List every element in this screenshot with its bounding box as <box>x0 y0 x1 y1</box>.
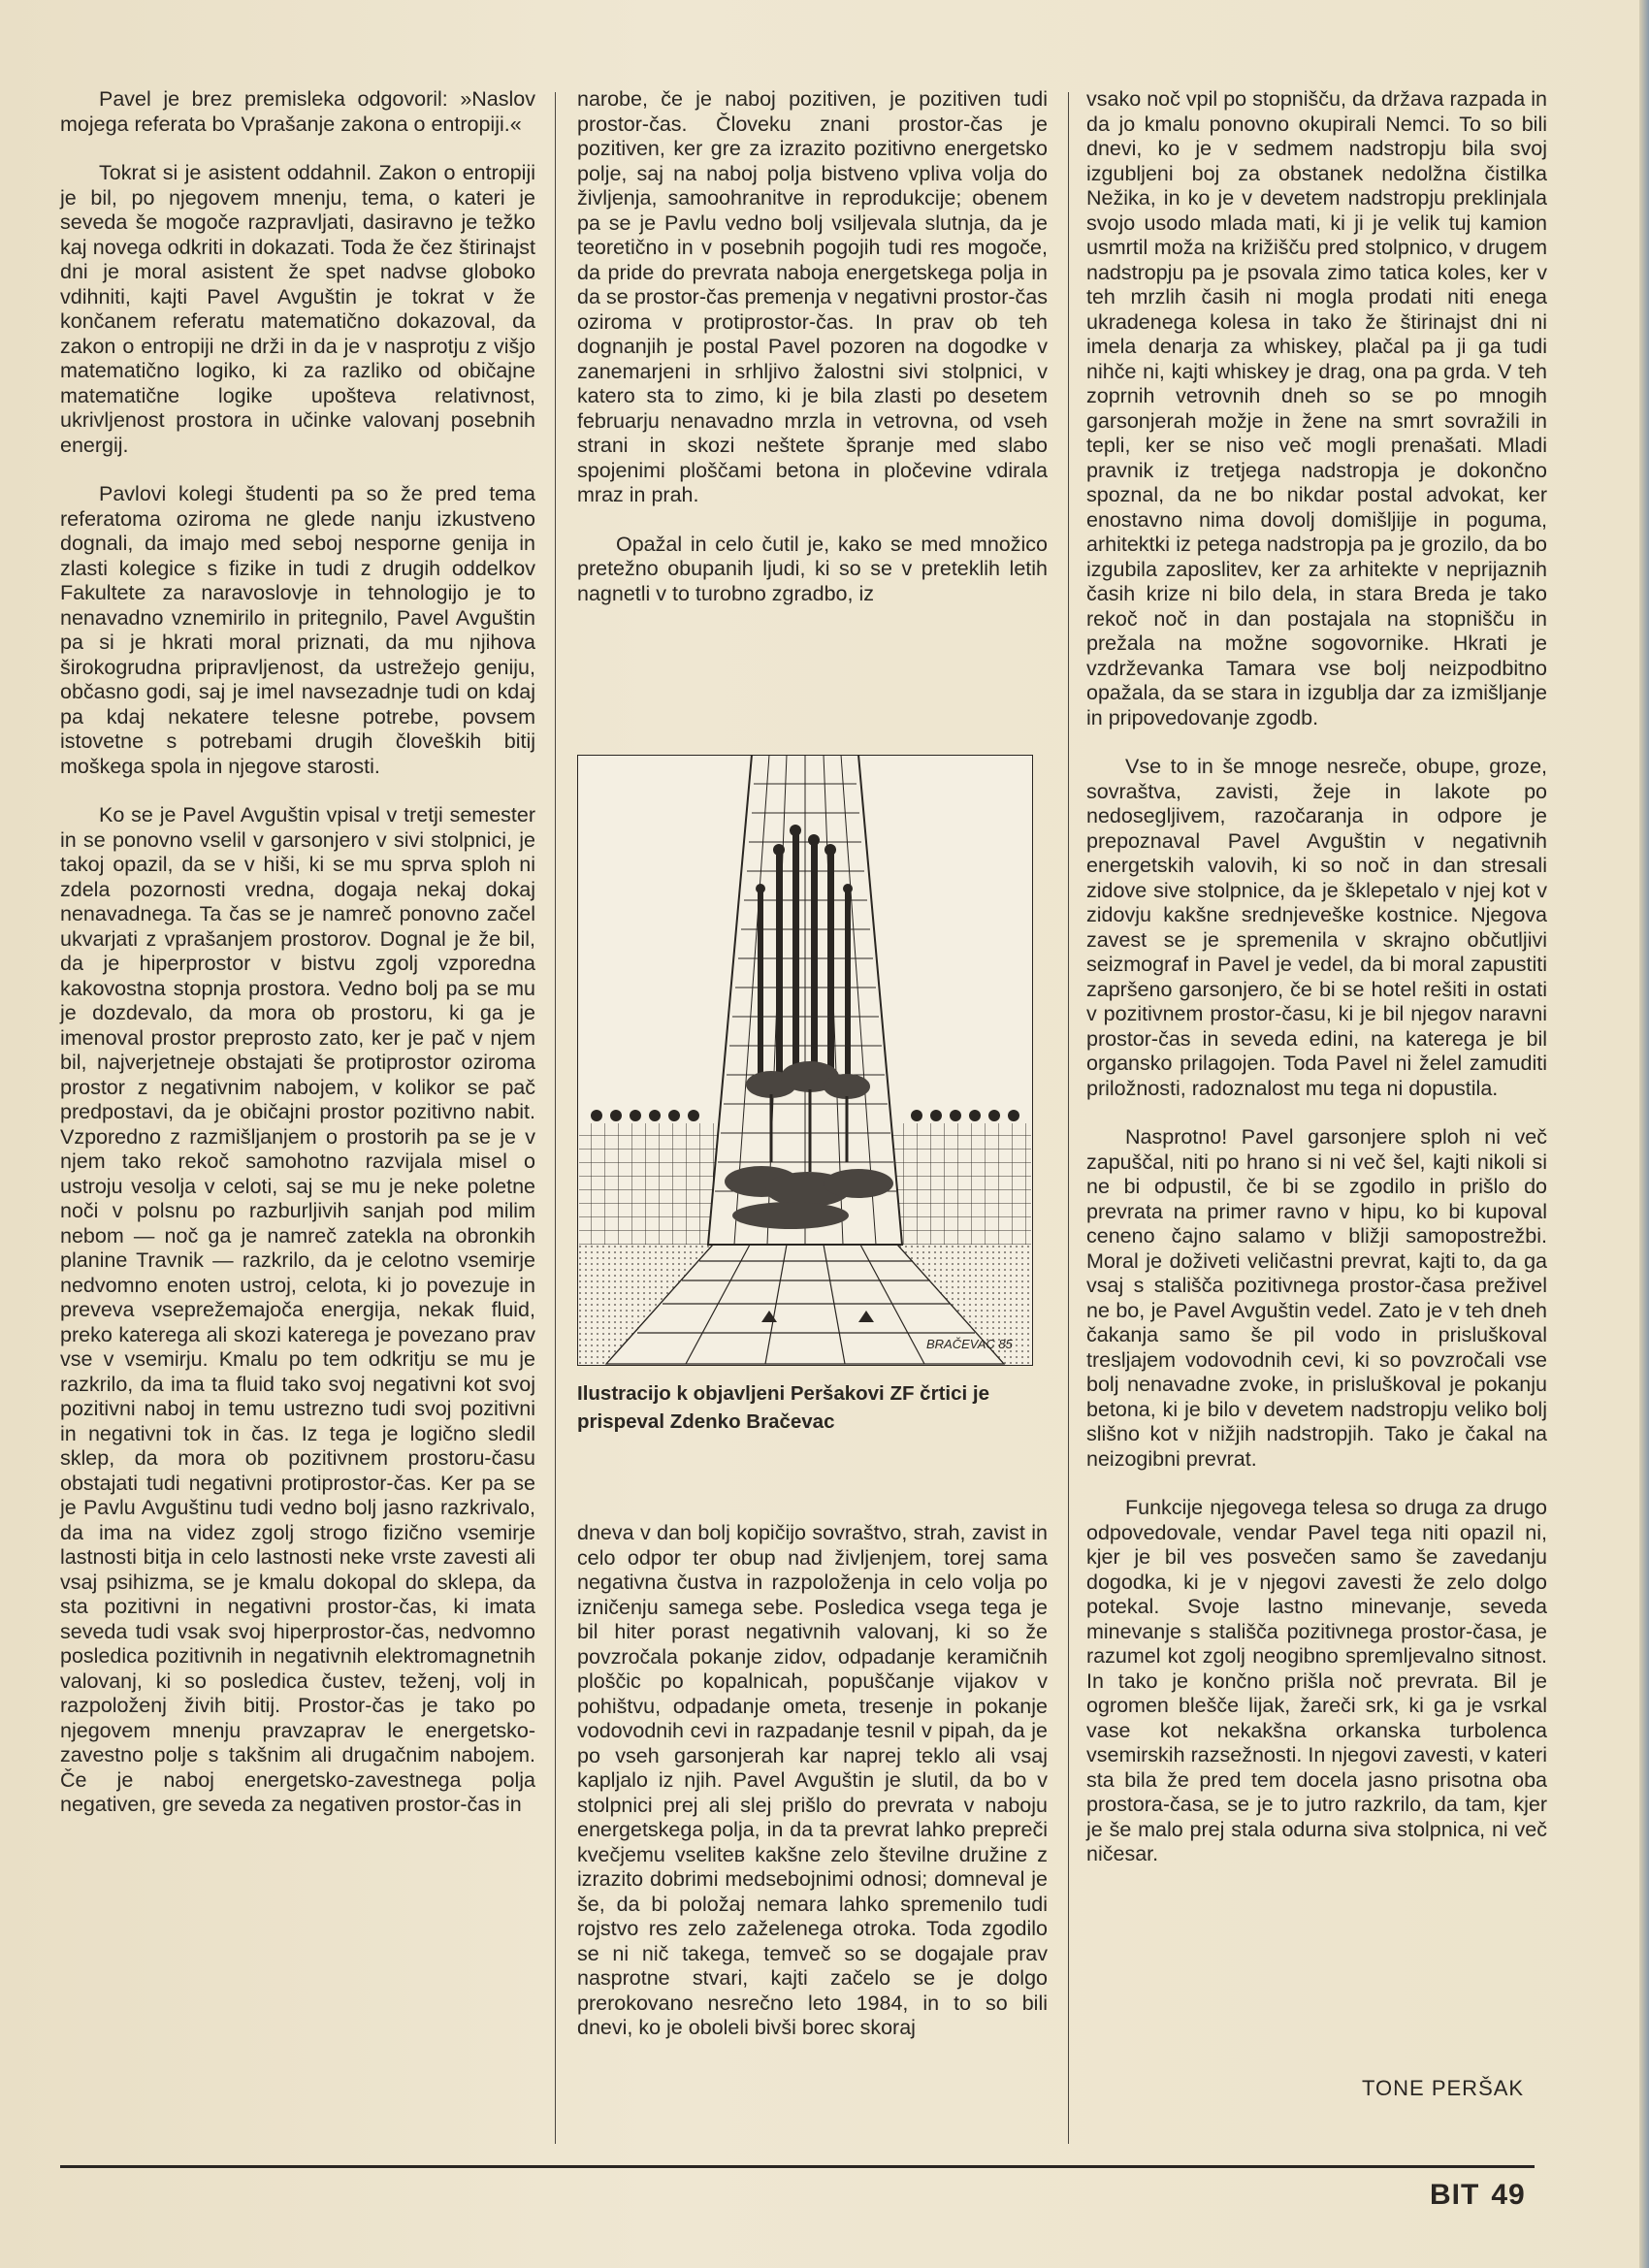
column-divider <box>555 92 556 2144</box>
paragraph: narobe, če je naboj pozitiven, je pozitiven tudi prostor-čas. Človeku znani prostor-čas je pozitiven, ker gre za izrazito pozitivno energetsko polje, saj na naboj polja bistveno vpliva volja do življenja, samoohranitve in reprodukcije; obenem pa se je Pavlu vedno bolj vsiljevala slutnja, da je teoretično in v posebnih pogojih tudi res mogoče, da pride do prevrata naboja energetskega polja in da se prostor-čas premenja v negativni prostor-čas oziroma v protiprostor-čas. In prav ob teh dognanjih je postal Pavel pozoren na dogodke v zanemarjeni in srhljivo žalostni sivi stolpnici, v katero sta to zimo, ki je bila zlasti po desetem februarju nenavadno mrzla in vetrovna, od vseh strani in skozi neštete špranje med slabo spojenimi ploščami betona in pločevine vdirala mraz in prah. <box>577 87 1048 506</box>
illustration-signature: BRAČEVAC 85 <box>926 1337 1013 1351</box>
text-column-1 <box>60 87 535 1842</box>
paragraph: vsako noč vpil po stopnišču, da država razpada in da jo kmalu ponovno okupirali Nemci. To so bili dnevi, ko je v sedmem nadstropju bila svoj izgubljeni boj za obstanek nedolžna čistilka Nežika, in ko je v devetem nadstropju preklinjala svojo usodo mlada mati, ki ji je velik tuj kamion usmrtil moža na križišču pred stolpnico, v drugem nadstropju pa je psovala zimo tatica koles, ker v teh mrzlih časih ni mogla prodati niti enega ukradenega kolesa in tako že štirinajst dni ni imela denarja za whiskey, plačal pa ji ga tudi nihče ni, kajti whiskey je drag, ona pa grda. V teh zoprnih vetrovnih dneh so se po mnogih garsonjerah možje in žene na smrt sovražili in tepli, ker se niso več mogli prenašati. Mladi pravnik iz tretjega nadstropja je dokončno spoznal, da ne bo nikdar postal advokat, ker enostavno nima dovolj domišljije in poguma, arhitektki iz petega nadstropja pa je grozilo, da bo izgubila zaposlitev, ker za arhitekte v neprijaznih časih krize ni bilo dela, in stara Breda je tako rekoč noč in dan postajala na stopnišču in prežala na možne sogovornike. Hkrati je vzdrževanka Tamara vse bolj neizpodbitno opažala, da se stara in izgublja dar za izmišljanje in pripovedovanje zgodb. <box>1086 87 1547 729</box>
illustration-caption: Ilustracijo k objavljeni Peršakovi ZF črtici je prispeval Zdenko Bračevac <box>577 1382 989 1433</box>
author-byline: TONE PERŠAK <box>1362 2076 1525 2100</box>
text-column-2-top <box>577 87 1048 631</box>
page-number: 49 <box>1491 2179 1526 2211</box>
page-folio <box>1430 2179 1526 2212</box>
magazine-name: BIT <box>1430 2179 1480 2211</box>
paragraph: dneva v dan bolj kopičijo sovraštvo, strah, zavist in celo odpor ter obup nad življenjem, torej sama negativna čustva in razpoloženja in celo volja po izničenju samega sebe. Posledica vsega tega je bil hiter porast negativnih valovanj, ki so že povzročala pokanje zidov, odpadanje keramičnih ploščic po kopalnicah, popuščanje vijakov v pohištvu, odpadanje ometa, tresenje in pokanje vodovodnih cevi in razpadanje tesnil v pipah, da je po vseh garsonjerah kar naprej teklo ali vsaj kapljalo iz njih. Pavel Avguštin je slutil, da bo v stolpnici prej ali slej prišlo do prevrata v naboju energetskega polja, in da ta prevrat lahko prepreči kvečjemu vseliteв kakšne zelo številne družine z izrazito dobrimi medsebojnimi odnosi; domneval je še, da bi položaj nemara lahko spremenilo tudi rojstvo res zelo zaželenega otroka. Toda zgodilo se ni nič takega, temveč so se dogajale prav nasprotne stvari, kajti začelo se je dolgo prerokovano nesrečno leto 1984, in to so bili dnevi, ko je oboleli bivši borec skoraj <box>577 1521 1048 2039</box>
text-column-3 <box>1086 87 1547 1892</box>
footer-rule <box>60 2165 1535 2168</box>
paragraph: Vse to in še mnoge nesreče, obupe, groze, sovraštva, zavisti, žeje in lakote po nedosegljivem, razočaranja in odpore je prepoznaval Pavel Avguštin v negativnih energetskih valovih, ki so noč in dan stresali zidove sive stolpnice, da je šklepetalo v njej kot v zidovju kakšne srednjeveške kostnice. Njegova zavest se je spremenila v skrajno občutljivi seizmograf in Pavel je vedel, da bi moral zapustiti zapršeno garsonjero, če bi se hotel rešiti in ostati v pozitivnem prostor-času, ki je bil njegov naravni prostor-čas in seveda edini, na katerega je bil organsko prilagojen. Toda Pavel ni želel zamuditi priložnosti, radoznalost mu tega ni dopustila. <box>1086 755 1547 1100</box>
paragraph: Funkcije njegovega telesa so druga za drugo odpovedovale, vendar Pavel tega niti opazil ni, kjer je bil ves posvečen samo še zavedanju dogodka, ki je v njegovi zavesti že zelo dolgo potekal. Svoje lastno minevanje, seveda minevanje s stališča pozitivnega prostor-časa, je razumel kot zgolj neogibno spremljevalno sitnost. In tako je končno prišla noč prevrata. Bil je ogromen blešče lijak, žareči srk, ki ga je vsrkal vase kot nekakšna orkanska turbolenca vsemirskih razsežnosti. In njegovi zavesti, v kateri sta bila že pred tem docela jasno prisotna oba prostora-časa, se je to jutro razkrilo, da tam, kjer je še malo prej stala odurna siva stolpnica, ni več ničesar. <box>1086 1496 1547 1865</box>
page-edge <box>1639 0 1649 2268</box>
illustration <box>577 755 1033 1395</box>
paragraph: Opažal in celo čutil je, kako se med množico pretežno obupanih ljudi, ki so se v preteklih letih nagnetli v to turobno zgradbo, iz <box>577 532 1048 605</box>
paragraph: Tokrat si je asistent oddahnil. Zakon o entropiji je bil, po njegovem mnenju, tema, o kateri je seveda še mogoče razpravljati, dasiravno je težko kaj novega odkriti in dokazati. Toda že čez štirinajst dni je moral asistent že spet nadvse globoko vdihniti, kajti Pavel Avguštin je tokrat v že končanem referatu matematično dokazoval, da zakon o entropiji ne drži in da je v nasprotju z višjo matematično logiko, ki za razliko od običajne matematične logike upošteva relativnost, ukrivljenost prostora in učinke valovanj posebnih energij. <box>60 161 535 457</box>
paragraph: Ko se je Pavel Avguštin vpisal v tretji semester in se ponovno vselil v garsonjero v sivi stolpnici, je takoj opazil, da se v hiši, ki se mu sprva sploh ni zdela pozornosti vredna, dogaja nekaj dokaj nenavadnega. Ta čas se je namreč ponovno začel ukvarjati z vprašanjem prostorov. Dognal je že bil, da je hiperprostor v bistvu zgolj vzporedna kakovostna stopnja prostora. Vedno bolj pa se mu je dozdevalo, da mora ob prostoru, ki ga je imenoval prostor preprosto zato, ker je pač v njem bil, najverjetneje obstajati še protiprostor oziroma prostor z negativnim nabojem, v kolikor se pač predpostavi, da je običajni prostor pozitivno nabit. Vzporedno z razmišljanjem o prostorih pa se je v njem tako rekoč samohotno razvijala misel o ustroju vesolja v celoti, saj se mu je neke poletne noči v polsnu po razburljivih sanjah pod milim nebom — noč ga je namreč zatekla na obronkih planine Travnik — razkrilo, da je celotno vsemirje nedvomno enoten ustroj, celota, ki jo povezuje in preveva vseprežemajoča energija, nekak fluid, preko katerega ali skozi katerega je povezano prav vse v vsemirju. Kmalu po tem odkritju se mu je razkrilo, da ima ta fluid tako svoj negativni kot svoj pozitivni naboj in temu ustrezno tudi svoj pozitivni in negativni tok in čas. Iz tega je logično sledil sklep, da mora ob pozitivnem prostoru-času obstajati tudi negativni protiprostor-čas. Ker pa se je Pavlu Avguštinu tudi vedno bolj jasno razkrivalo, da ima na videz zgolj strogo fizično vsemirje lastnosti bitja in celo lastnosti neke vrste zavesti ali vsaj psihizma, se je kmalu dokopal do sklepa, da sta pozitivni in negativni prostor-čas, ki imata seveda tudi vsak svoj hiperprostor-čas, nedvomno posledica pozitivnih in negativnih elektromagnetnih valovanj, ki so posledica čustev, teženj, volj in razpoloženj živih bitij. Prostor-čas je tako po njegovem mnenju pravzaprav le energetsko-zavestno polje s takšnim ali drugačnim nabojem. Če je naboj energetsko-zavestnega polja negativen, gre seveda za negativen prostor-čas in <box>60 803 535 1816</box>
paragraph: Pavlovi kolegi študenti pa so že pred tema referatoma oziroma ne glede nanju izkustveno dognali, da imajo med seboj nesporne genija in zlasti kolegice s fizike in tudi z drugih oddelkov Fakultete za naravoslovje in tehnologijo je to nenavadno vznemirilo in pritegnilo, Pavel Avguštin pa si je hkrati moral priznati, da mu njihova širokogrudna pripravljenost, da ustrežejo geniju, občasno godi, saj je imel navsezadnje tudi on kdaj pa kdaj nekatere telesne potrebe, povsem istovetne s potrebami drugih človeških bitij moškega spola in njegove starosti. <box>60 482 535 778</box>
tower-illustration <box>577 755 1033 1366</box>
text-column-2-bottom <box>577 1521 1048 2065</box>
paragraph: Pavel je brez premisleka odgovoril: »Naslov mojega referata bo Vprašanje zakona o entropiji.« <box>60 87 535 136</box>
paragraph: Nasprotno! Pavel garsonjere sploh ni več zapuščal, niti po hrano si ni več šel, kajti nikoli si ne bi odpustil, če bi se zgodilo in prišlo do prevrata na primer ravno v hipu, ko bi kupoval ceneno čajno salamo v bližji samopostrežbi. Moral je doživeti veličastni prevrat, kajti to, da ga vsaj s stališča pozitivnega prostor-časa preživel ne bo, je Pavel Avguštin vedel. Zato je v teh dneh čakanja samo še pil vodo in prisluškoval tresljajem vodovodnih cevi, ki so povzročali vse bolj nenavadne zvoke, in prisluškoval je pokanju betona, ki je bilo v devetem nadstropju veliko bolj slišno kot v nižjih nadstropjih. Tako je čakal na neizogibni prevrat. <box>1086 1125 1547 1471</box>
column-divider <box>1068 92 1069 2144</box>
